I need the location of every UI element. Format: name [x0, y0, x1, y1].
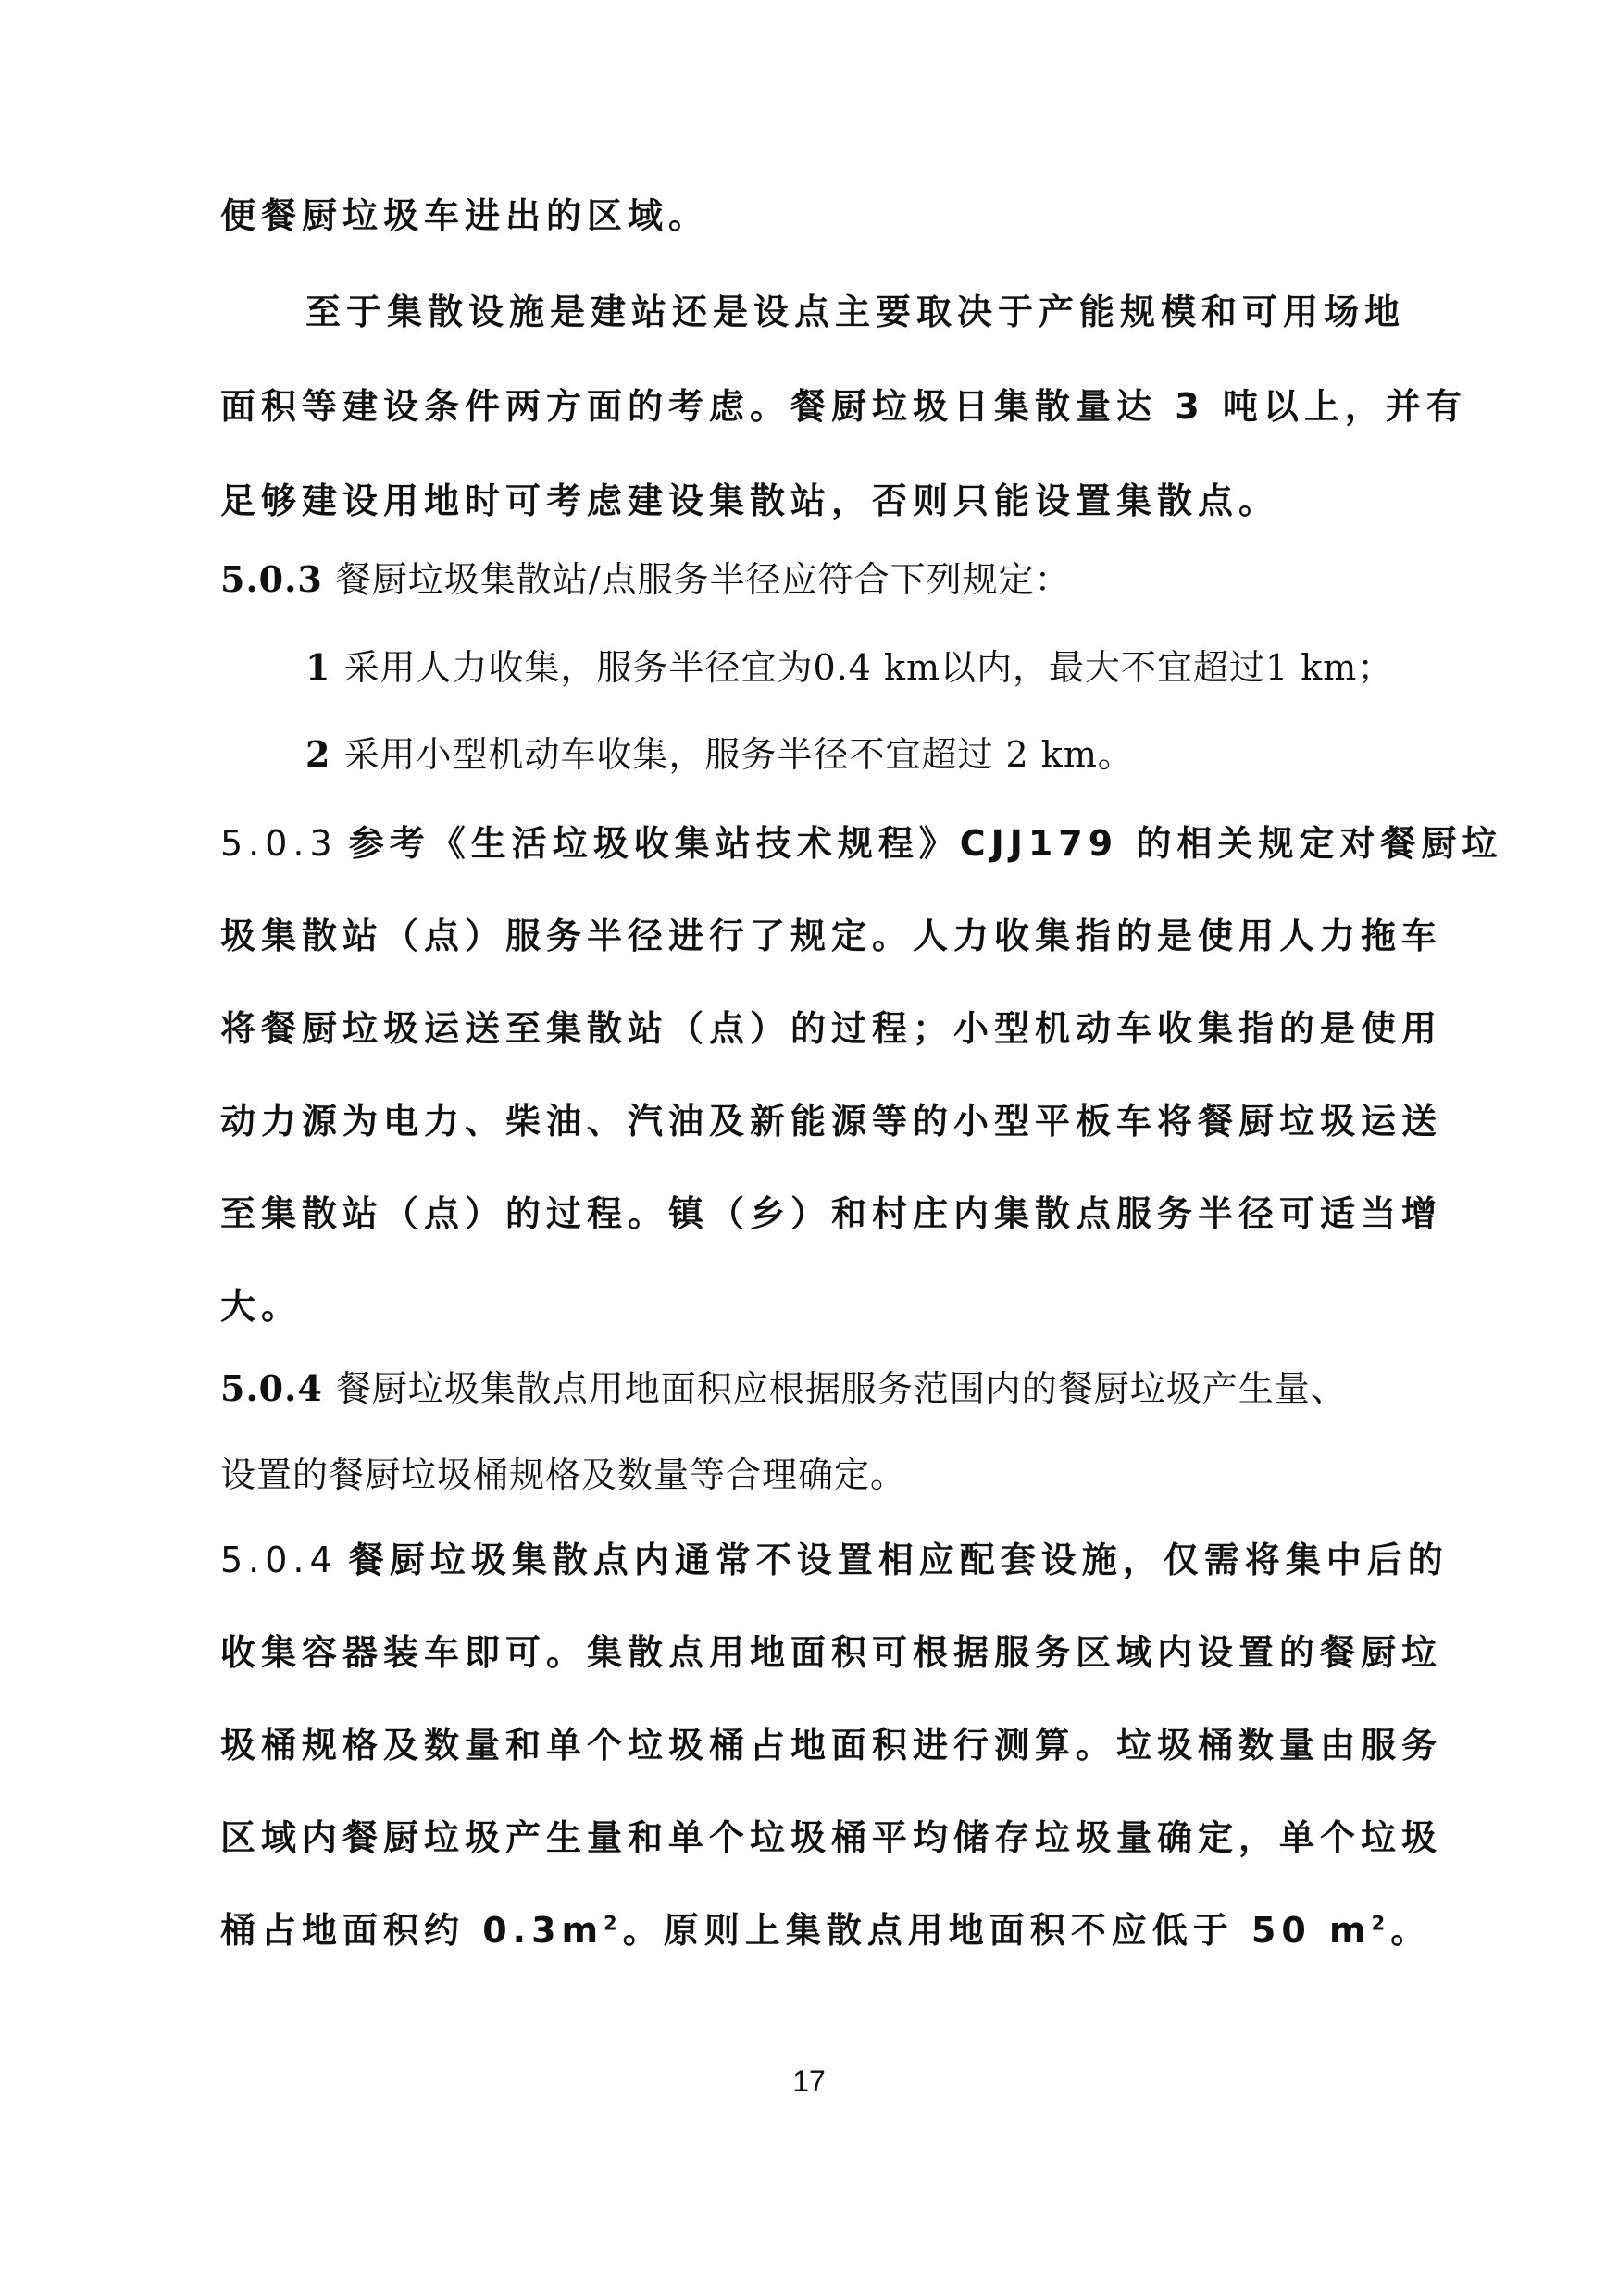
clause-5-0-4 [220, 1366, 1414, 1412]
commentary-line [220, 1191, 1443, 1237]
clause-number: 5.0.4 [220, 1367, 323, 1409]
line-text: 将餐厨垃圾运送至集散站（点）的过程；小型机动车收集指的是使用 [220, 1008, 1443, 1049]
commentary-5-0-4 [220, 1537, 1449, 1583]
commentary-line [220, 1098, 1443, 1144]
line-text: 圾集散站（点）服务半径进行了规定。人力收集指的是使用人力拖车 [220, 916, 1443, 956]
commentary-line [220, 1722, 1443, 1768]
line-text: 大。 [220, 1286, 303, 1327]
clause-text: 餐厨垃圾集散站/点服务半径应符合下列规定： [335, 559, 1071, 600]
commentary-number: 5.0.4 [220, 1540, 338, 1580]
item-text: 采用小型机动车收集，服务半径不宜超过 2 km。 [343, 734, 1134, 775]
line-text: 。原则上集散点用地面积不应低于 50 m [622, 1910, 1372, 1951]
item-number: 1 [305, 646, 331, 688]
line-text: 足够建设用地时可考虑建设集散站，否则只能设置集散点。 [220, 480, 1280, 521]
commentary-5-0-3 [220, 820, 1503, 867]
commentary-line [220, 478, 1414, 524]
line-text: 餐厨垃圾集散点内通常不设置相应配套设施，仅需将集中后的 [348, 1540, 1449, 1580]
commentary-line [220, 913, 1443, 959]
commentary-line [220, 1283, 1414, 1329]
line-text: 参考《生活垃圾收集站技术规程》CJJ179 的相关规定对餐厨垃 [348, 823, 1503, 864]
line-text: 区域内餐厨垃圾产生量和单个垃圾桶平均储存垃圾量确定，单个垃圾 [220, 1817, 1443, 1858]
superscript: 2 [1371, 1912, 1391, 1935]
commentary-line [220, 1907, 1432, 1953]
commentary-line [220, 193, 1414, 239]
item-text: 采用人力收集，服务半径宜为0.4 km以内，最大不宜超过1 km； [343, 647, 1394, 688]
line-text: 圾桶规格及数量和单个垃圾桶占地面积进行测算。垃圾桶数量由服务 [220, 1725, 1443, 1766]
commentary-line [220, 1629, 1443, 1676]
page-number: 17 [792, 2065, 826, 2098]
item-number: 2 [305, 733, 331, 775]
commentary-line [220, 1815, 1443, 1861]
commentary-line [220, 383, 1467, 430]
commentary-line [305, 289, 1414, 335]
line-text: 面积等建设条件两方面的考虑。餐厨垃圾日集散量达 3 吨以上，并有 [220, 386, 1467, 427]
clause-item-2 [305, 731, 1414, 778]
line-text: 桶占地面积约 0.3m [220, 1910, 604, 1951]
superscript: 2 [604, 1912, 623, 1935]
line-text: 至集散站（点）的过程。镇（乡）和村庄内集散点服务半径可适当增 [220, 1193, 1443, 1234]
clause-number: 5.0.3 [220, 558, 323, 600]
line-text: 动力源为电力、柴油、汽油及新能源等的小型平板车将餐厨垃圾运送 [220, 1101, 1443, 1142]
commentary-line [220, 1005, 1443, 1052]
clause-text: 餐厨垃圾集散点用地面积应根据服务范围内的餐厨垃圾产生量、 [335, 1368, 1347, 1409]
commentary-number: 5.0.3 [220, 823, 338, 864]
line-text: 。 [1390, 1910, 1432, 1951]
clause-line [220, 1452, 1414, 1498]
clause-5-0-3 [220, 556, 1414, 603]
line-text: 便餐厨垃圾车进出的区域。 [220, 195, 710, 236]
line-text: 至于集散设施是建站还是设点主要取决于产能规模和可用场地 [305, 292, 1406, 332]
line-text: 收集容器装车即可。集散点用地面积可根据服务区域内设置的餐厨垃 [220, 1632, 1443, 1673]
clause-item-1 [305, 644, 1414, 691]
clause-text: 设置的餐厨垃圾桶规格及数量等合理确定。 [220, 1454, 907, 1495]
